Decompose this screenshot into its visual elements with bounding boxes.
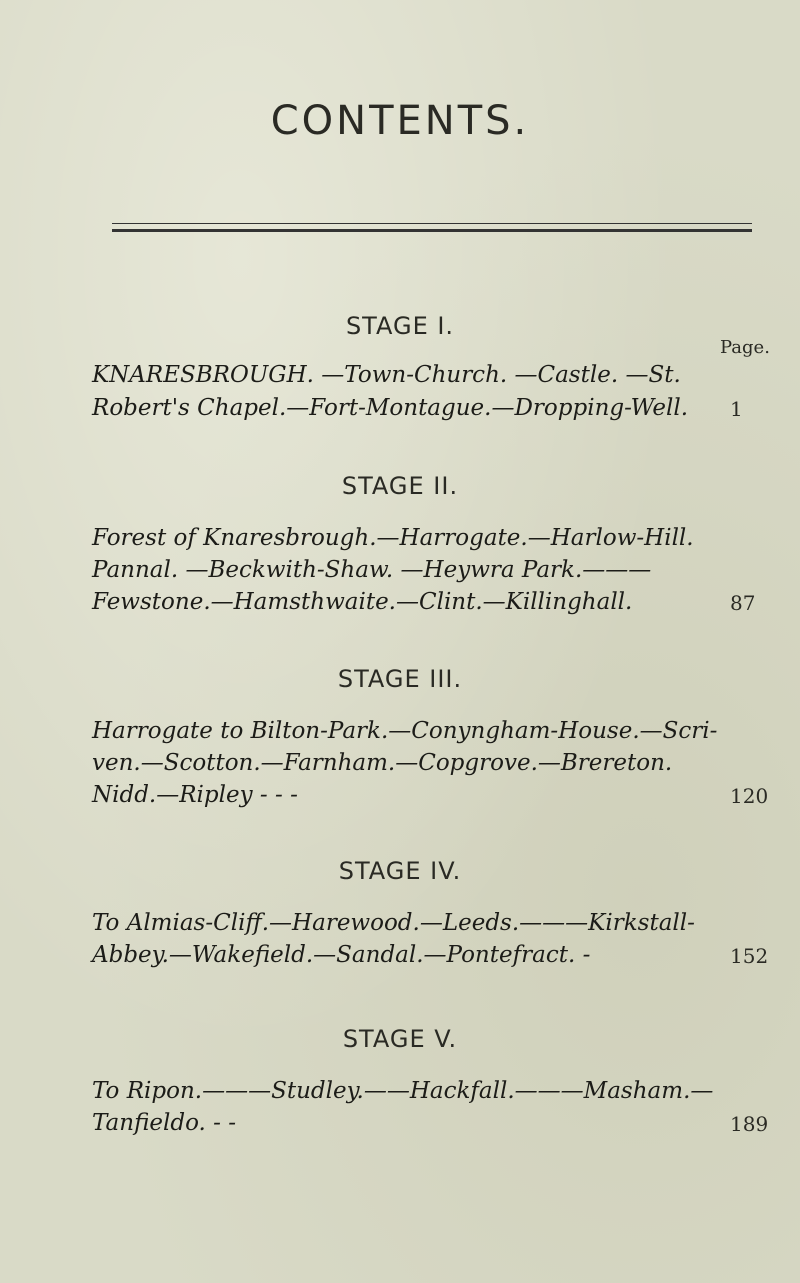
stage-4-page-number: 152 bbox=[730, 944, 769, 968]
stage-3-line-2: ven.—Scotton.—Farnham.—Copgrove.—Brereton. bbox=[92, 750, 673, 776]
stage-2-line-1: Forest of Knaresbrough.—Harrogate.—Harlow-Hill. bbox=[92, 525, 694, 551]
stage-3-page-number: 120 bbox=[730, 784, 769, 808]
stage-2-line-2: Pannal. —Beckwith-Shaw. —Heywra Park.——— bbox=[92, 557, 652, 583]
stage-1-page-number: 1 bbox=[730, 397, 743, 421]
stage-2-line-3: Fewstone.—Hamsthwaite.—Clint.—Killinghall. bbox=[92, 589, 633, 615]
stage-heading-2: STAGE II. bbox=[341, 472, 459, 500]
stage-5-line-2: Tanfieldo. - - bbox=[92, 1110, 237, 1136]
stage-2-page-number: 87 bbox=[730, 591, 756, 615]
stage-4-line-2: Abbey.—Wakefield.—Sandal.—Pontefract. - bbox=[92, 942, 591, 968]
title-rule-thick bbox=[112, 229, 752, 232]
stage-3-line-1: Harrogate to Bilton-Park.—Conyngham-House.—Scri- bbox=[92, 718, 718, 744]
stage-heading-4: STAGE IV. bbox=[338, 857, 462, 885]
title-rule-thin bbox=[112, 223, 752, 224]
stage-heading-3: STAGE III. bbox=[337, 665, 463, 693]
stage-4-line-1: To Almias-Cliff.—Harewood.—Leeds.———Kirkstall- bbox=[92, 910, 695, 936]
stage-5-page-number: 189 bbox=[730, 1112, 769, 1136]
stage-1-line-1: KNARESBROUGH. —Town-Church. —Castle. —St. bbox=[92, 362, 681, 388]
stage-1-line-2: Robert's Chapel.—Fort-Montague.—Dropping-Well. bbox=[92, 395, 689, 421]
stage-3-line-3: Nidd.—Ripley - - - bbox=[92, 782, 298, 808]
page-column-heading: Page. bbox=[720, 337, 770, 358]
stage-heading-5: STAGE V. bbox=[342, 1025, 458, 1053]
stage-5-line-1: To Ripon.———Studley.——Hackfall.———Masham.— bbox=[92, 1078, 714, 1104]
page-title: CONTENTS. bbox=[270, 98, 530, 144]
stage-heading-1: STAGE I. bbox=[345, 312, 455, 340]
